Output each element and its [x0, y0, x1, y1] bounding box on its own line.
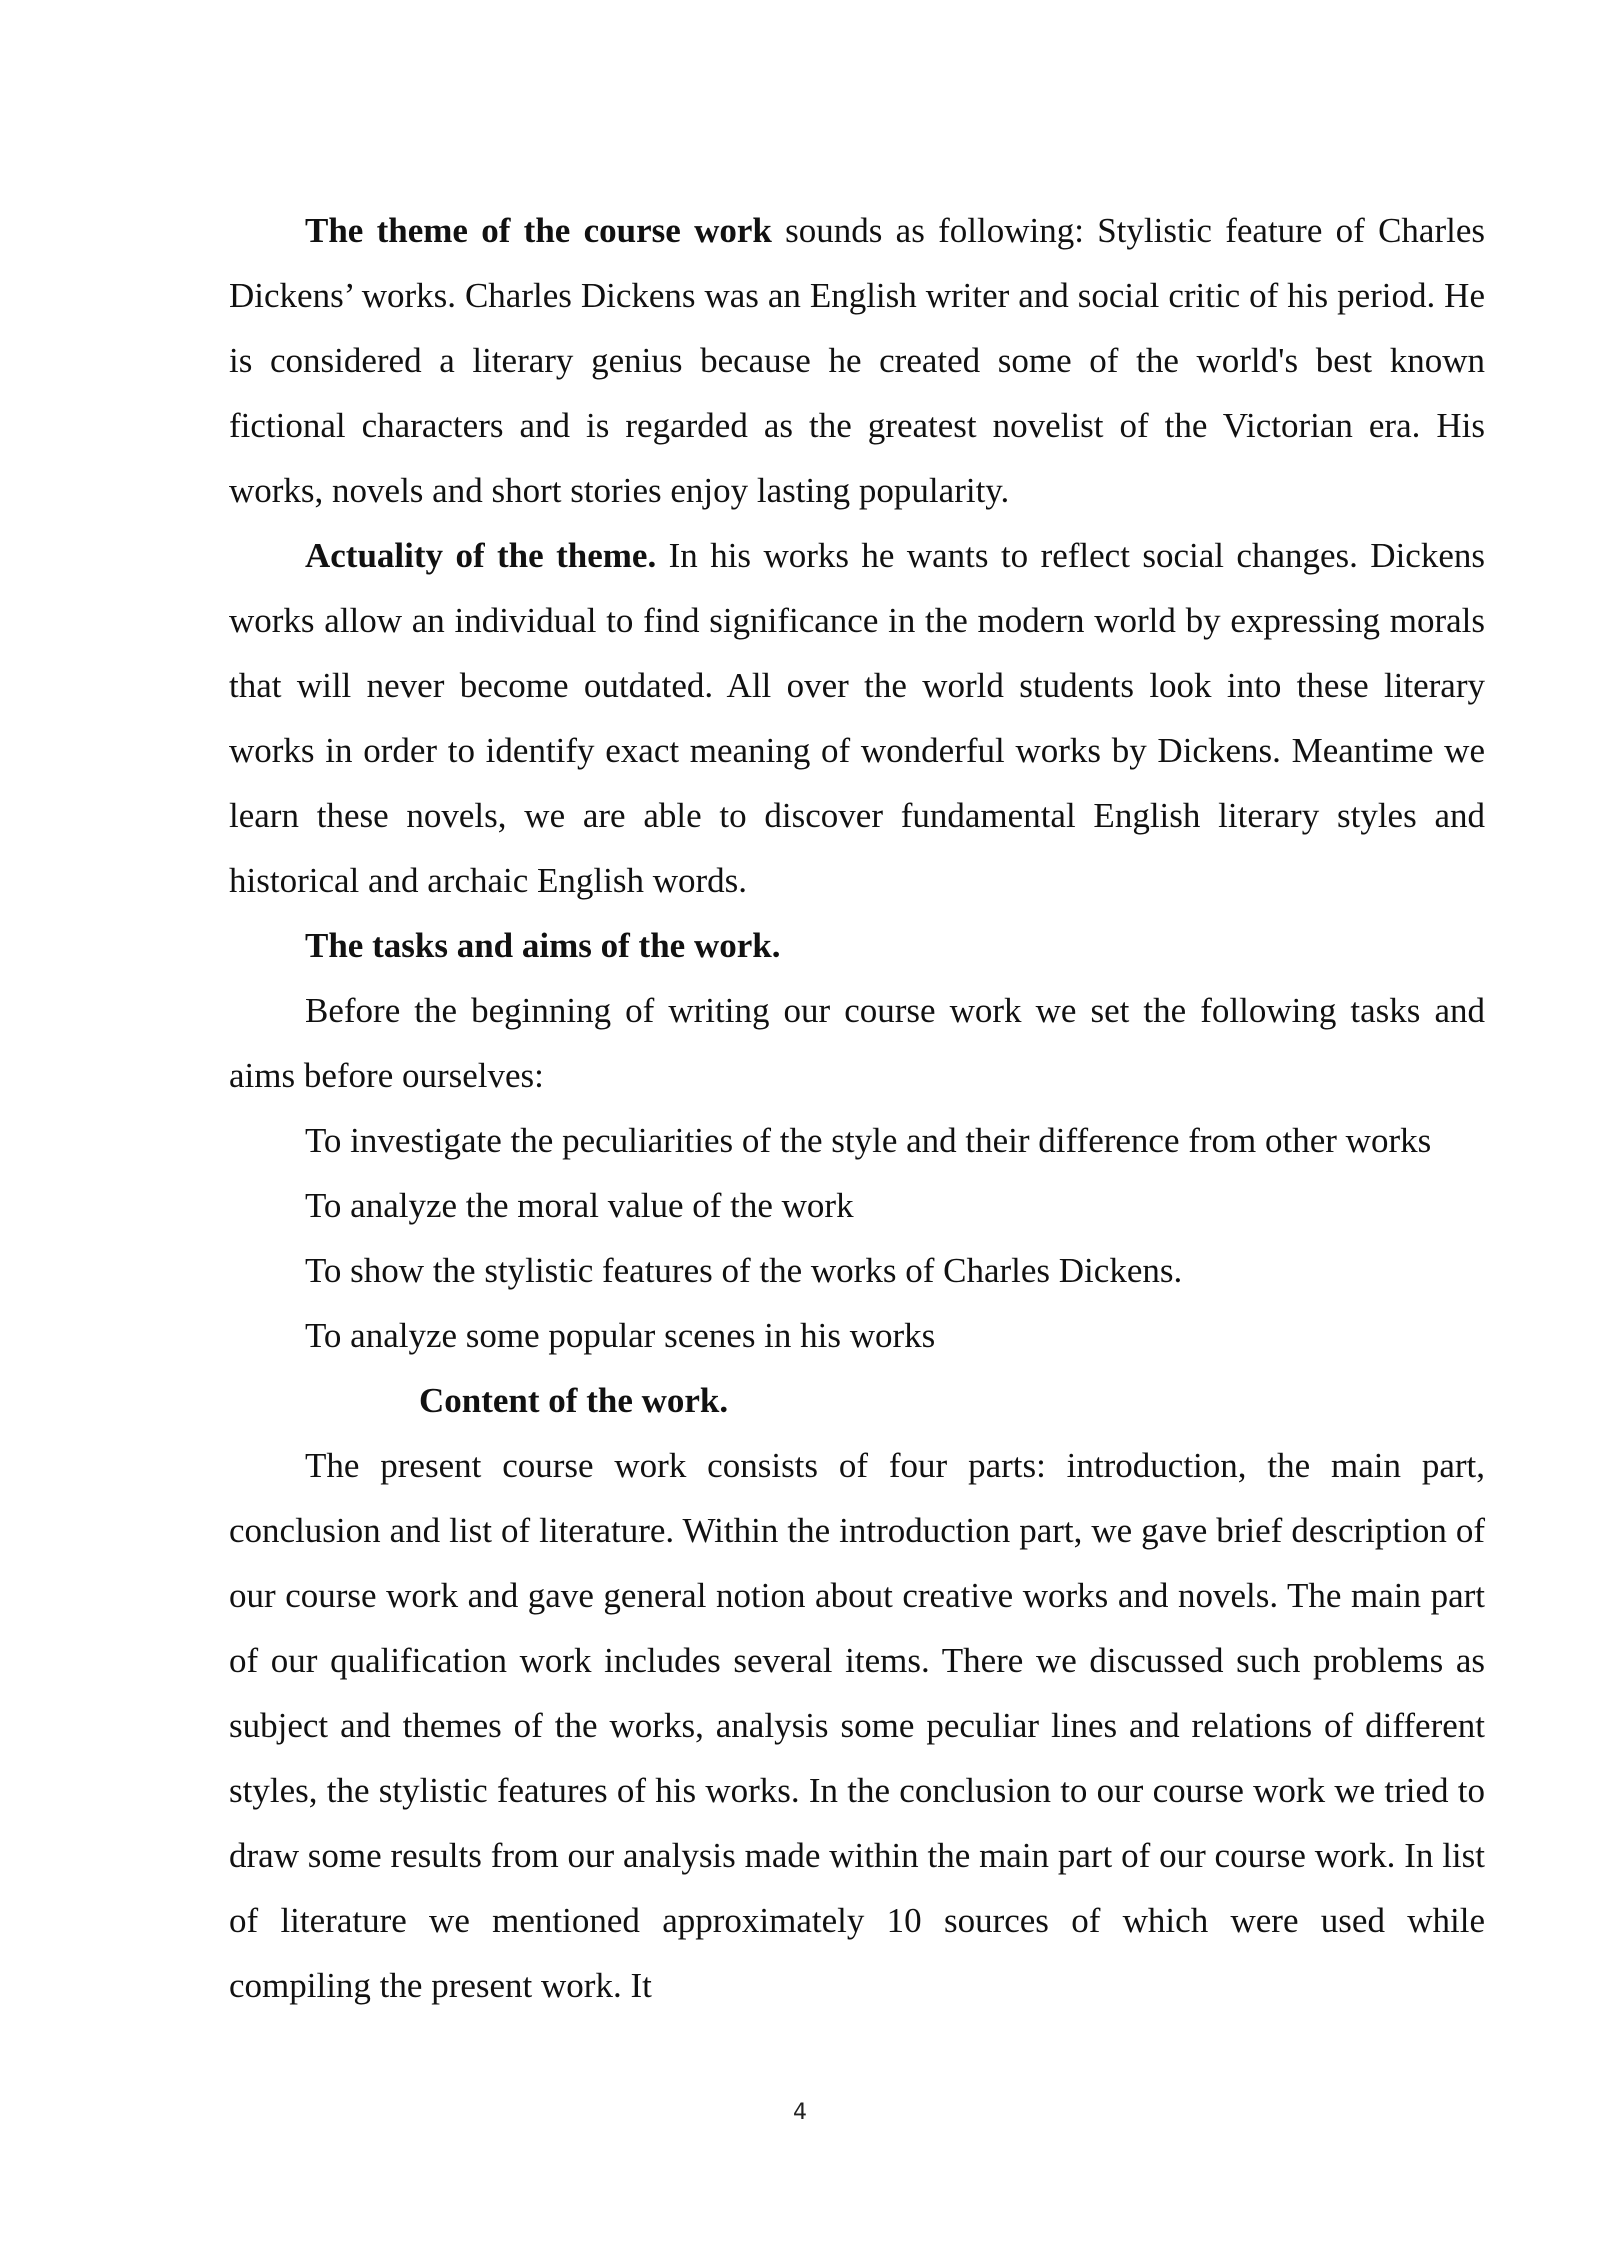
- theme-paragraph: [229, 198, 1485, 523]
- task-item-4: To analyze some popular scenes in his works: [305, 1316, 936, 1355]
- theme-lead: The theme of the course work: [305, 211, 772, 250]
- actuality-body: In his works he wants to reflect social changes. Dickens works allow an individual to find significance in the modern world by expressing morals that will never become outdated. All over the world students look into these literary works in order to identify exact meaning of wonderful works by Dickens. Meantime we learn these novels, we are able to discover fundamental English literary styles and historical and archaic English words.: [229, 536, 1485, 900]
- content-paragraph: The present course work consists of four parts: introduction, the main part, conclusion and list of literature. Within the introduction part, we gave brief description of our course work and gave general notion about creative works and novels. The main part of our qualification work includes several items. There we discussed such problems as subject and themes of the works, analysis some peculiar lines and relations of different styles, the stylistic features of his works. In the conclusion to our course work we tried to draw some results from our analysis made within the main part of our course work. In list of literature we mentioned approximately 10 sources of which were used while compiling the present work. It: [229, 1446, 1485, 2005]
- task-item-2: To analyze the moral value of the work: [305, 1186, 854, 1225]
- content-heading: [229, 1368, 1485, 1433]
- tasks-intro: Before the beginning of writing our course work we set the following tasks and aims before ourselves:: [229, 991, 1485, 1095]
- task-item-1: To investigate the peculiarities of the style and their difference from other works: [305, 1121, 1432, 1160]
- content-heading-text: Content of the work.: [419, 1381, 729, 1420]
- document-page: [229, 198, 1485, 2018]
- theme-body: sounds as following: Stylistic feature of Charles Dickens’ works. Charles Dickens was an English writer and social critic of his period. He is considered a literary genius because he created some of the world's best known fictional characters and is regarded as the greatest novelist of the Victorian era. His works, novels and short stories enjoy lasting popularity.: [229, 211, 1485, 510]
- task-item-3: To show the stylistic features of the works of Charles Dickens.: [305, 1251, 1183, 1290]
- tasks-heading: [229, 913, 1485, 978]
- actuality-paragraph: [229, 523, 1485, 913]
- actuality-lead: Actuality of the theme.: [305, 536, 657, 575]
- tasks-heading-text: The tasks and aims of the work.: [305, 926, 781, 965]
- page-number: 4: [793, 2100, 807, 2125]
